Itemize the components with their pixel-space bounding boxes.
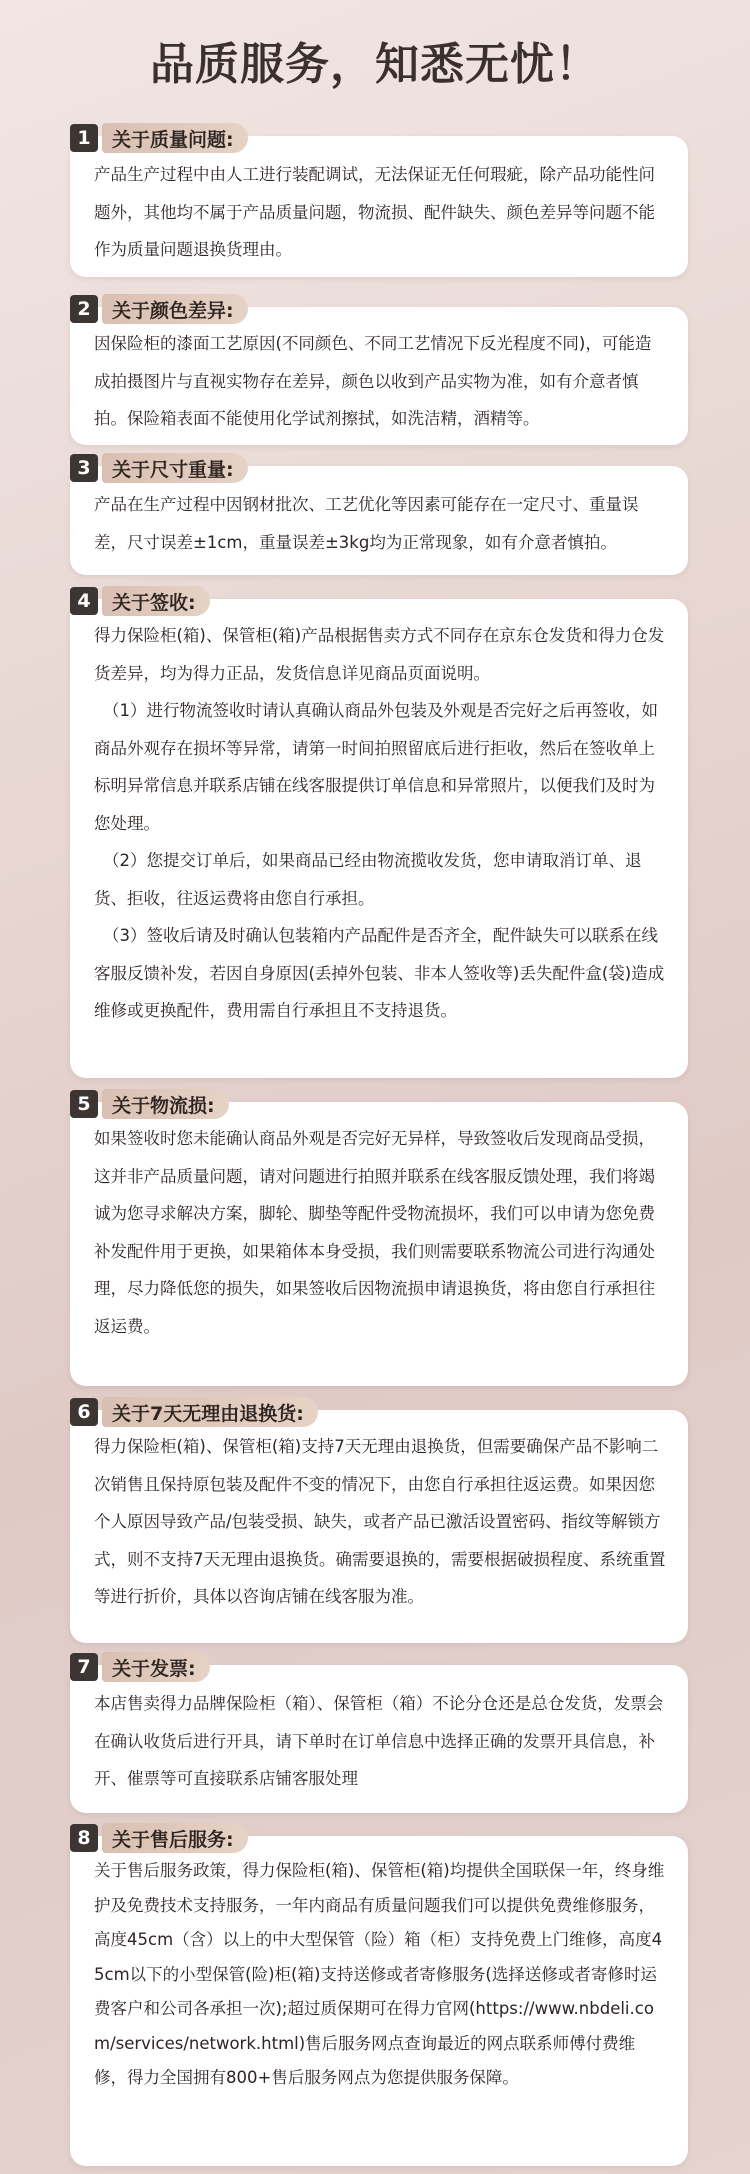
section-title: 关于质量问题: bbox=[102, 123, 248, 153]
section-card bbox=[70, 599, 688, 1078]
section-color-difference bbox=[70, 293, 688, 445]
section-number-badge: 1 bbox=[70, 124, 98, 152]
section-paragraph: （2）您提交订单后，如果商品已经由物流揽收发货，您申请取消订单、退货、拒收，往返运费将由您自行承担。 bbox=[94, 851, 642, 908]
section-after-sales bbox=[70, 1822, 688, 2166]
section-card bbox=[70, 1410, 688, 1643]
section-quality bbox=[70, 122, 688, 277]
section-title: 关于尺寸重量: bbox=[102, 453, 248, 483]
section-number-badge: 6 bbox=[70, 1398, 98, 1426]
section-paragraph: 产品生产过程中由人工进行装配调试，无法保证无任何瑕疵，除产品功能性问题外，其他均不属于产品质量问题，物流损、配件缺失、颜色差异等问题不能作为质量问题退换货理由。 bbox=[94, 165, 655, 259]
section-title: 关于颜色差异: bbox=[102, 294, 248, 324]
section-paragraph: 因保险柜的漆面工艺原因(不同颜色、不同工艺情况下反光程度不同)，可能造成拍摄图片与直视实物存在差异，颜色以收到产品实物为准，如有介意者慎拍。保险箱表面不能使用化学试剂擦拭，如洗洁精，酒精等。 bbox=[94, 334, 652, 428]
section-body bbox=[94, 1685, 666, 1798]
section-card bbox=[70, 1836, 688, 2166]
section-body bbox=[94, 1428, 666, 1616]
section-heading bbox=[70, 452, 248, 484]
section-body bbox=[94, 617, 666, 1030]
section-paragraph: （3）签收后请及时确认包装箱内产品配件是否齐全，配件缺失可以联系在线客服反馈补发，若因自身原因(丢掉外包装、非本人签收等)丢失配件盒(袋)造成维修或更换配件，费用需自行承担且不支持退货。 bbox=[94, 926, 665, 1020]
section-size-weight bbox=[70, 452, 688, 575]
section-heading bbox=[70, 293, 248, 325]
section-card bbox=[70, 136, 688, 277]
section-number-badge: 4 bbox=[70, 587, 98, 615]
section-title: 关于发票: bbox=[102, 1652, 210, 1682]
section-number-badge: 7 bbox=[70, 1653, 98, 1681]
section-number-badge: 2 bbox=[70, 295, 98, 323]
section-logistics-damage bbox=[70, 1088, 688, 1386]
section-body bbox=[94, 325, 666, 438]
section-number-badge: 3 bbox=[70, 454, 98, 482]
section-heading bbox=[70, 1822, 248, 1854]
section-heading bbox=[70, 585, 210, 617]
section-heading bbox=[70, 1396, 318, 1428]
section-body bbox=[94, 156, 666, 269]
section-title: 关于物流损: bbox=[102, 1089, 229, 1119]
section-card bbox=[70, 1665, 688, 1813]
section-title: 关于签收: bbox=[102, 586, 210, 616]
section-heading bbox=[70, 1088, 229, 1120]
section-7day-return bbox=[70, 1396, 688, 1643]
section-title: 关于售后服务: bbox=[102, 1823, 248, 1853]
section-invoice bbox=[70, 1651, 688, 1813]
section-paragraph: 关于售后服务政策，得力保险柜(箱)、保管柜(箱)均提供全国联保一年，终身维护及免费技术支持服务，一年内商品有质量问题我们可以提供免费维修服务，高度45cm（含）以上的中大型保管（险）箱（柜）支持免费上门维修，高度45cm以下的小型保管(险)柜(箱)支持送修或者寄修服务(选择送修或者寄修时运费客户和公司各承担一次);超过质保期可在得力官网(https://www.nbdeli.com/services/network.html)售后服务网点查询最近的网点联系师傅付费维修，得力全国拥有800+售后服务网点为您提供服务保障。 bbox=[94, 1861, 665, 2087]
section-card bbox=[70, 307, 688, 445]
section-number-badge: 5 bbox=[70, 1090, 98, 1118]
section-body bbox=[94, 1854, 666, 2096]
section-paragraph: （1）进行物流签收时请认真确认商品外包装及外观是否完好之后再签收，如商品外观存在损坏等异常，请第一时间拍照留底后进行拒收，然后在签收单上标明异常信息并联系店铺在线客服提供订单信息和异常照片，以便我们及时为您处理。 bbox=[94, 701, 658, 833]
section-paragraph: 得力保险柜(箱)、保管柜(箱)产品根据售卖方式不同存在京东仓发货和得力仓发货差异，均为得力正品，发货信息详见商品页面说明。 bbox=[94, 626, 665, 683]
section-title: 关于7天无理由退换货: bbox=[102, 1397, 318, 1427]
section-body bbox=[94, 486, 666, 561]
section-heading bbox=[70, 1651, 210, 1683]
section-heading bbox=[70, 122, 248, 154]
section-receipt bbox=[70, 585, 688, 1078]
section-paragraph: 本店售卖得力品牌保险柜（箱）、保管柜（箱）不论分仓还是总仓发货，发票会在确认收货后进行开具，请下单时在订单信息中选择正确的发票开具信息，补开、催票等可直接联系店铺客服处理 bbox=[94, 1694, 664, 1788]
page-title: 品质服务，知悉无忧！ bbox=[150, 39, 600, 90]
section-paragraph: 得力保险柜(箱)、保管柜(箱)支持7天无理由退换货，但需要确保产品不影响二次销售且保持原包装及配件不变的情况下，由您自行承担往返运费。如果因您个人原因导致产品/包装受损、缺失，或者产品已激活设置密码、指纹等解锁方式，则不支持7天无理由退换货。确需要退换的，需要根据破损程度、系统重置等进行折价，具体以咨询店铺在线客服为准。 bbox=[94, 1437, 666, 1606]
section-body bbox=[94, 1120, 666, 1345]
section-paragraph: 产品在生产过程中因钢材批次、工艺优化等因素可能存在一定尺寸、重量误差，尺寸误差±1cm，重量误差±3kg均为正常现象，如有介意者慎拍。 bbox=[94, 495, 639, 552]
section-paragraph: 如果签收时您未能确认商品外观是否完好无异样，导致签收后发现商品受损，这并非产品质量问题，请对问题进行拍照并联系在线客服反馈处理，我们将竭诚为您寻求解决方案，脚轮、脚垫等配件受物流损坏，我们可以申请为您免费补发配件用于更换，如果箱体本身受损，我们则需要联系物流公司进行沟通处理，尽力降低您的损失，如果签收后因物流损申请退换货，将由您自行承担往返运费。 bbox=[94, 1129, 655, 1336]
section-number-badge: 8 bbox=[70, 1824, 98, 1852]
section-card bbox=[70, 1102, 688, 1386]
